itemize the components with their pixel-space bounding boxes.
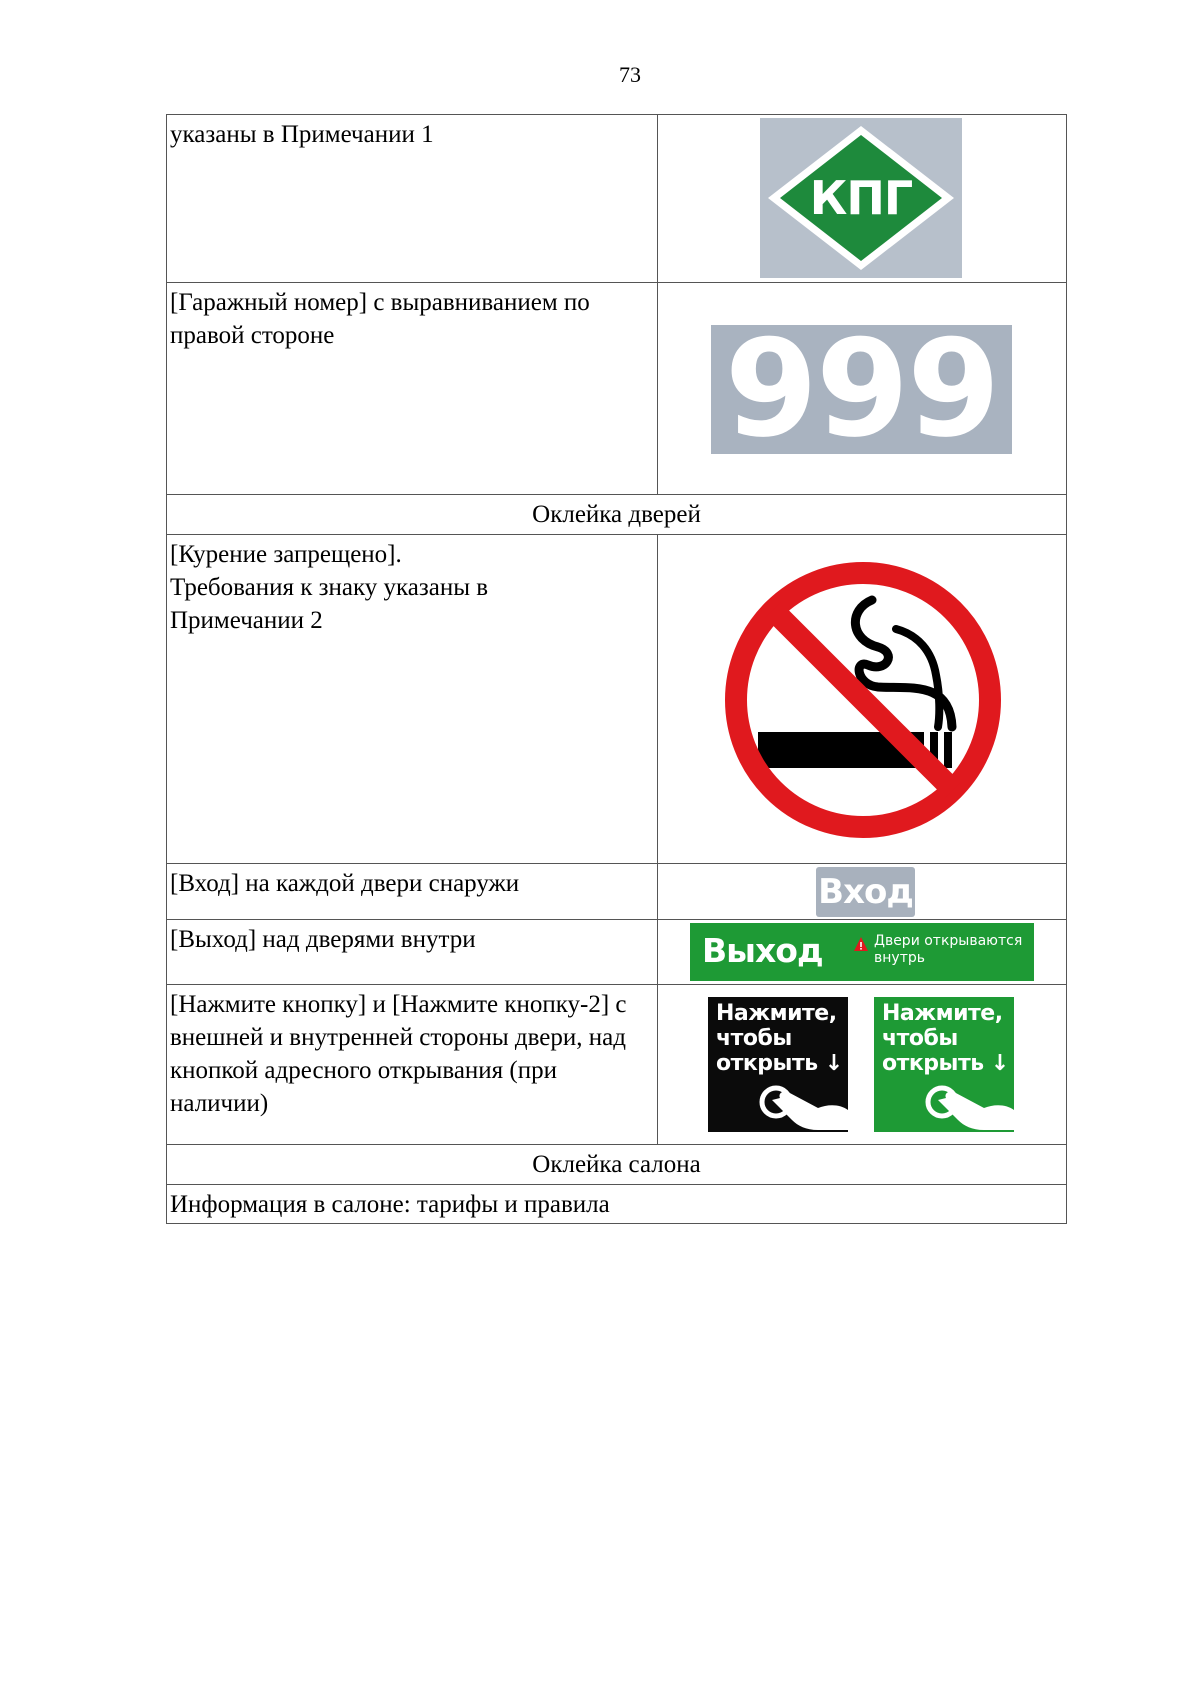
page-number: 73 xyxy=(619,62,641,87)
press-signs-cell xyxy=(658,985,1067,1145)
garage-sign-cell xyxy=(658,283,1067,495)
exit-sign xyxy=(690,923,1034,981)
table-row-garage xyxy=(167,283,1067,495)
garage-number-sign: 999 xyxy=(711,325,1012,454)
press-sign-outside xyxy=(708,997,848,1132)
press-sign-line-1: Нажмите, xyxy=(716,1001,837,1026)
smoking-line-3: Примечании 2 xyxy=(170,607,323,634)
press-sign-line-1: Нажмите, xyxy=(882,1001,1003,1026)
press-sign-line-2: чтобы xyxy=(716,1026,792,1051)
entry-sign: Вход xyxy=(816,867,915,917)
press-sign-line-2: чтобы xyxy=(882,1026,958,1051)
press-sign-line-3: открыть ↓ xyxy=(882,1051,1009,1076)
kpg-description: указаны в Примечании 1 xyxy=(167,115,658,283)
press-hand-icon xyxy=(758,1082,848,1132)
smoking-line-1: [Курение запрещено]. xyxy=(170,541,402,568)
table-row-salon-info xyxy=(167,1185,1067,1224)
section-row-salon xyxy=(167,1145,1067,1185)
smoking-line-2: Требования к знаку указаны в xyxy=(170,574,489,601)
section-title-salon: Оклейка салона xyxy=(167,1145,1067,1185)
section-title-doors: Оклейка дверей xyxy=(167,495,1067,535)
exit-sign-cell xyxy=(658,920,1067,985)
stickers-table xyxy=(166,114,1067,1224)
smoking-description xyxy=(167,535,658,864)
table-row-entry xyxy=(167,864,1067,920)
salon-info-text: Информация в салоне: тарифы и правила xyxy=(167,1185,1067,1224)
no-smoking-icon xyxy=(718,555,1008,845)
exit-sign-note: Двери открываются внутрь xyxy=(874,933,1023,966)
press-description: [Нажмите кнопку] и [Нажмите кнопку-2] с внешней и внутренней стороны двери, над кнопкой адресного открывания (при наличии) xyxy=(167,985,658,1145)
entry-description: [Вход] на каждой двери снаружи xyxy=(167,864,658,920)
press-sign-inside xyxy=(874,997,1014,1132)
table-row-press xyxy=(167,985,1067,1145)
smoking-sign-cell xyxy=(658,535,1067,864)
table-row-kpg xyxy=(167,115,1067,283)
kpg-sign-cell xyxy=(658,115,1067,283)
kpg-sign-label: КПГ xyxy=(809,171,913,225)
garage-description: [Гаражный номер] с выравниванием по правой стороне xyxy=(167,283,658,495)
table-row-smoking xyxy=(167,535,1067,864)
entry-sign-cell xyxy=(658,864,1067,920)
press-hand-icon xyxy=(924,1082,1014,1132)
kpg-sign xyxy=(760,118,962,278)
exit-sign-label: Выход xyxy=(702,931,823,970)
table-row-exit xyxy=(167,920,1067,985)
exit-description: [Выход] над дверями внутри xyxy=(167,920,658,985)
section-row-doors xyxy=(167,495,1067,535)
warning-icon xyxy=(853,936,869,952)
press-sign-line-3: открыть ↓ xyxy=(716,1051,843,1076)
